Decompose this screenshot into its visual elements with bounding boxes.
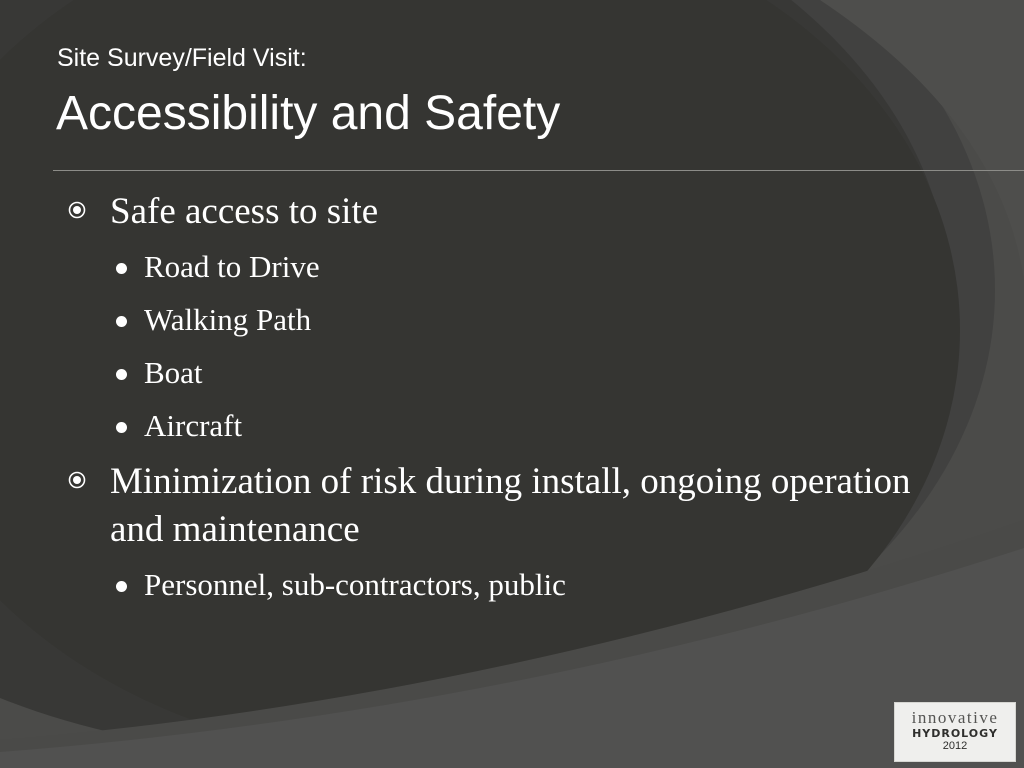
bullet-item	[64, 188, 944, 236]
logo-line-hydrology: HYDROLOGY	[912, 727, 998, 740]
sub-bullet-item	[64, 558, 944, 611]
filled-dot-icon	[116, 316, 127, 327]
sub-bullet-item	[64, 399, 944, 452]
bullet-text: Minimization of risk during install, ongoing operation and maintenance	[110, 461, 911, 550]
sub-bullet-text: Aircraft	[144, 408, 243, 443]
circled-dot-icon	[68, 471, 86, 489]
bullet-list	[64, 188, 944, 611]
sub-bullet-text: Personnel, sub-contractors, public	[144, 567, 566, 602]
filled-dot-icon	[116, 369, 127, 380]
slide-title: Accessibility and Safety	[56, 87, 561, 140]
bullet-item	[64, 458, 944, 554]
title-divider	[53, 170, 1024, 171]
bullet-text: Safe access to site	[110, 191, 379, 232]
logo-year: 2012	[942, 740, 968, 752]
circled-dot-icon	[68, 201, 86, 219]
sub-bullet-item	[64, 293, 944, 346]
sub-bullet-text: Walking Path	[144, 302, 312, 337]
sub-bullet-item	[64, 240, 944, 293]
filled-dot-icon	[116, 581, 127, 592]
sub-bullet-text: Boat	[144, 355, 203, 390]
slide-subtitle: Site Survey/Field Visit:	[57, 44, 307, 72]
filled-dot-icon	[116, 422, 127, 433]
sub-bullet-item	[64, 346, 944, 399]
filled-dot-icon	[116, 263, 127, 274]
sub-bullet-text: Road to Drive	[144, 249, 320, 284]
company-logo	[894, 702, 1016, 762]
logo-line-innovative: innovative	[911, 708, 999, 727]
